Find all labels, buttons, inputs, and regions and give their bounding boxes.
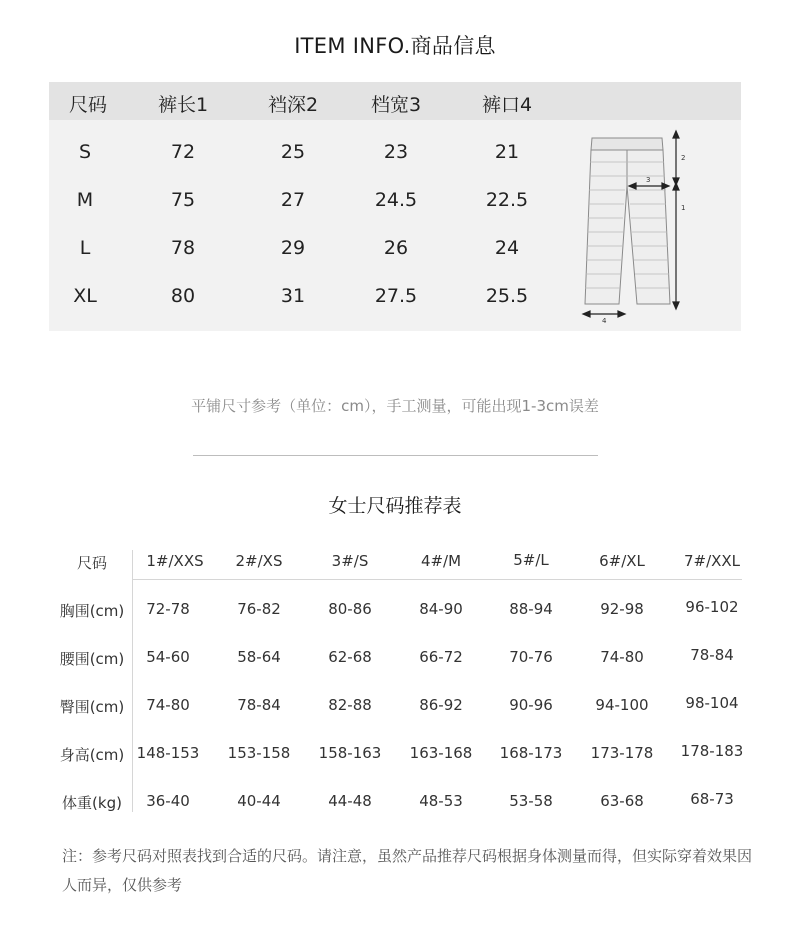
table-cell: 82-88 [328, 696, 372, 714]
hem-cell: 21 [494, 141, 520, 163]
table-cell: 94-100 [595, 696, 649, 714]
crotch-cell: 27.5 [374, 285, 418, 307]
table-cell: 53-58 [509, 792, 553, 810]
page-title: ITEM INFO.商品信息 [294, 34, 496, 58]
column-header: 5#/L [513, 551, 549, 569]
column-header: 6#/XL [599, 552, 645, 570]
header-hem: 裤口4 [481, 94, 533, 116]
table-cell: 70-76 [509, 648, 553, 666]
pants-diagram-icon [576, 126, 696, 326]
table-cell: 78-84 [690, 646, 734, 664]
row-label: 胸围(cm) [59, 602, 125, 620]
crotch-cell: 23 [383, 141, 409, 163]
table-cell: 62-68 [328, 648, 372, 666]
column-header: 4#/M [420, 552, 462, 570]
diagram-label-1: 1 [681, 204, 686, 212]
hem-cell: 25.5 [485, 285, 529, 307]
table-cell: 158-163 [318, 744, 382, 762]
length-cell: 78 [170, 237, 196, 259]
table-cell: 153-158 [227, 744, 291, 762]
diagram-label-2: 2 [681, 154, 686, 162]
diagram-label-4: 4 [602, 317, 607, 325]
diagram-label-3: 3 [646, 176, 651, 184]
table-vertical-divider [132, 550, 133, 812]
size-cell: L [79, 237, 91, 259]
table-cell: 88-94 [509, 600, 553, 618]
header-length: 裤长1 [157, 94, 209, 116]
crotch-cell: 24.5 [374, 189, 418, 211]
footer-note: 注：参考尺码对照表找到合适的尺码。请注意，虽然产品推荐尺码根据身体测量而得，但实际穿着效果因人而异，仅供参考 [62, 847, 753, 894]
table-cell: 84-90 [419, 600, 463, 618]
table-cell: 72-78 [146, 600, 190, 618]
row-label: 腰围(cm) [59, 650, 125, 668]
section-divider [193, 455, 598, 456]
rise-cell: 31 [280, 285, 306, 307]
column-header: 7#/XXL [683, 552, 741, 570]
table-cell: 40-44 [237, 792, 281, 810]
table-cell: 78-84 [237, 696, 281, 714]
table-cell: 54-60 [146, 648, 190, 666]
measurement-note: 平铺尺寸参考（单位：cm），手工测量，可能出现1-3cm误差 [191, 397, 599, 415]
hem-cell: 22.5 [485, 189, 529, 211]
recommend-size-table [52, 548, 742, 818]
table-cell: 74-80 [146, 696, 190, 714]
table-cell: 86-92 [419, 696, 463, 714]
table-horizontal-divider [132, 579, 742, 580]
size-table-header [49, 82, 741, 120]
row-label: 臀围(cm) [59, 698, 125, 716]
header-crotch-width: 档宽3 [370, 94, 422, 116]
table-cell: 173-178 [590, 744, 654, 762]
table-cell: 168-173 [499, 744, 563, 762]
table-cell: 44-48 [328, 792, 372, 810]
table-cell: 96-102 [685, 598, 739, 616]
hem-cell: 24 [494, 237, 520, 259]
table-cell: 58-64 [237, 648, 281, 666]
table-cell: 76-82 [237, 600, 281, 618]
table-cell: 66-72 [419, 648, 463, 666]
table-cell: 63-68 [600, 792, 644, 810]
column-header: 3#/S [331, 552, 369, 570]
rise-cell: 25 [280, 141, 306, 163]
table-cell: 98-104 [685, 694, 739, 712]
table-cell: 92-98 [600, 600, 644, 618]
header-rise: 裆深2 [267, 94, 319, 116]
table-cell: 80-86 [328, 600, 372, 618]
table-cell: 148-153 [136, 744, 200, 762]
table-cell: 74-80 [600, 648, 644, 666]
row-label: 体重(kg) [62, 794, 122, 812]
table-cell: 68-73 [690, 790, 734, 808]
header-size: 尺码 [68, 94, 107, 116]
size-cell: S [78, 141, 92, 163]
row-label: 身高(cm) [59, 746, 125, 764]
table-cell: 48-53 [419, 792, 463, 810]
crotch-cell: 26 [383, 237, 409, 259]
column-header: 1#/XXS [146, 552, 204, 570]
column-header: 2#/XS [235, 552, 283, 570]
table-cell: 36-40 [146, 792, 190, 810]
length-cell: 80 [170, 285, 196, 307]
table-cell: 90-96 [509, 696, 553, 714]
size-cell: XL [73, 285, 97, 307]
table-cell: 163-168 [409, 744, 473, 762]
table-cell: 178-183 [680, 742, 744, 760]
length-cell: 72 [170, 141, 196, 163]
length-cell: 75 [170, 189, 196, 211]
rise-cell: 27 [280, 189, 306, 211]
rise-cell: 29 [280, 237, 306, 259]
size-cell: M [76, 189, 94, 211]
corner-label: 尺码 [76, 554, 107, 572]
recommend-title: 女士尺码推荐表 [328, 495, 462, 517]
